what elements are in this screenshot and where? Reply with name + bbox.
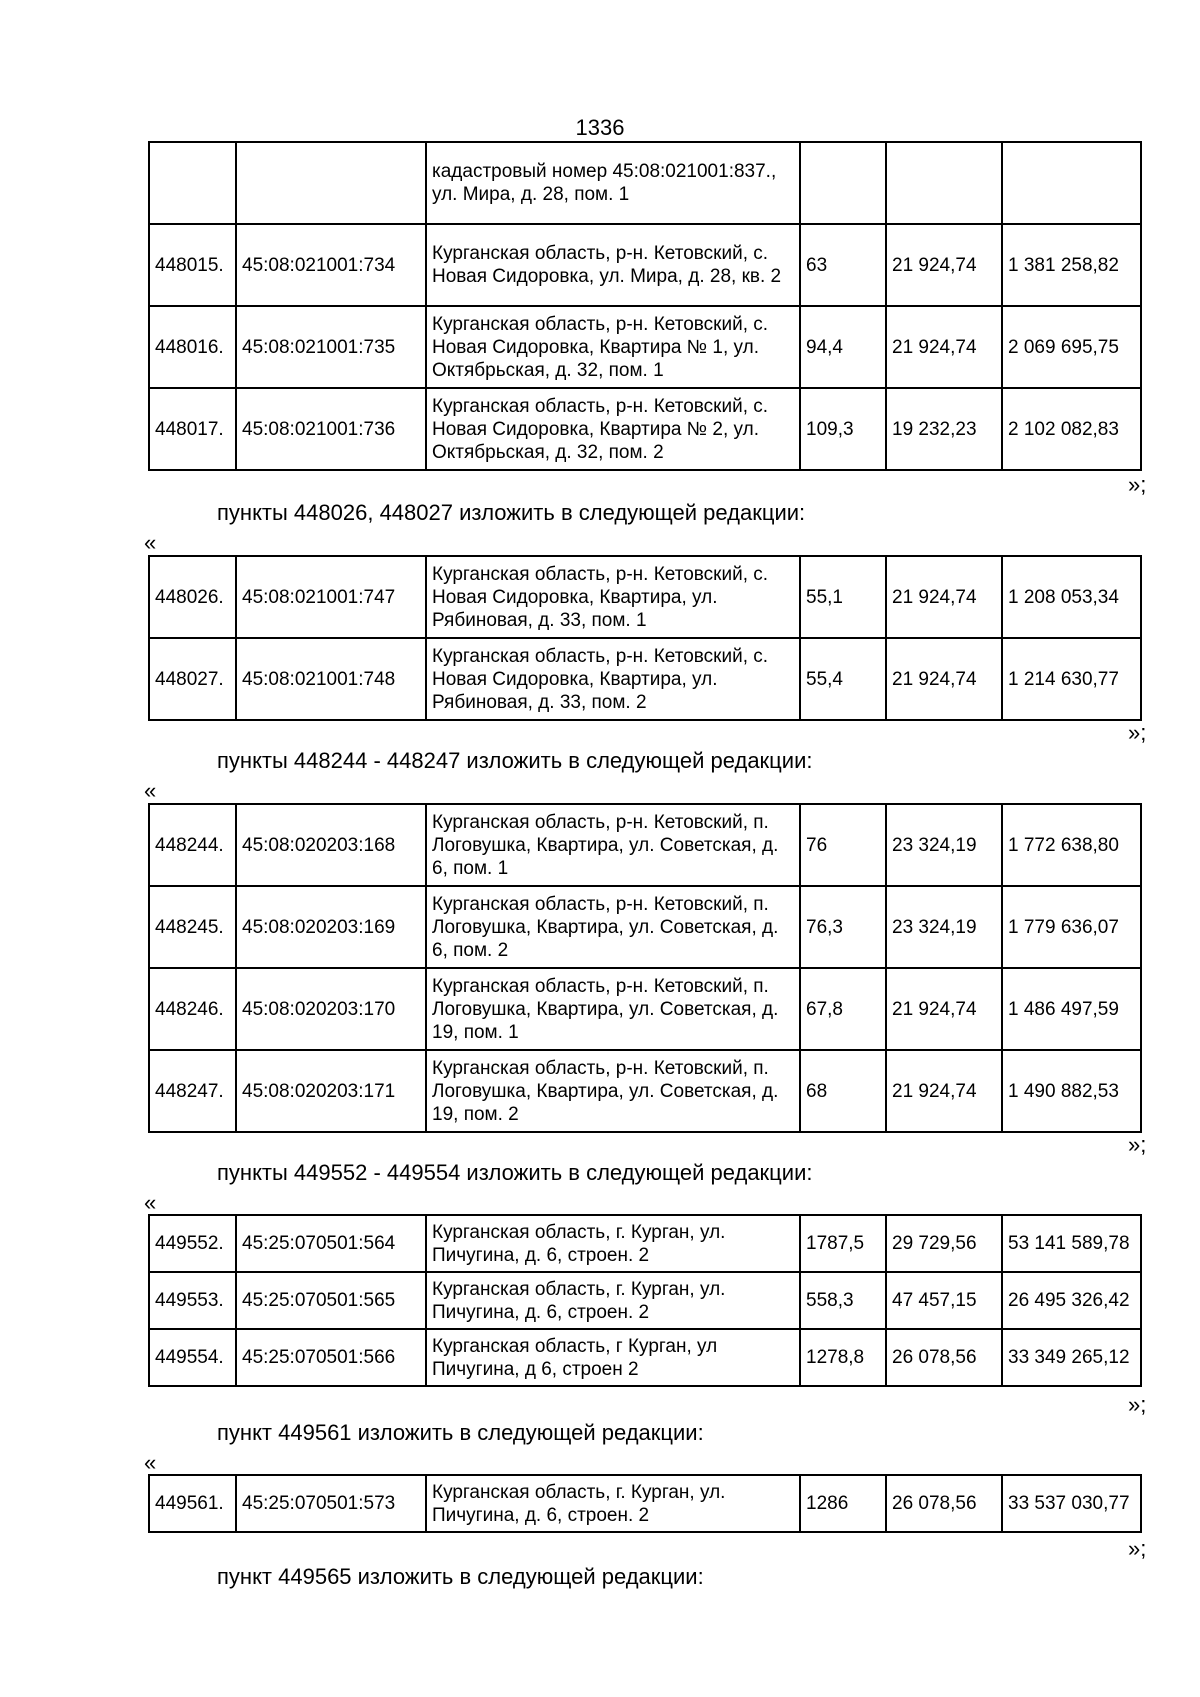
- table-row: [149, 886, 1141, 968]
- area: 109,3: [800, 388, 886, 470]
- property-table-1: [148, 555, 1142, 721]
- cadastral-value: 1 490 882,53: [1002, 1050, 1141, 1132]
- address: Курганская область, р-н. Кетовский, п. Логовушка, Квартира, ул. Советская, д. 6, пом. 2: [426, 886, 800, 968]
- cadastral-number: 45:08:021001:735: [236, 306, 426, 388]
- area: 1286: [800, 1475, 886, 1532]
- cadastral-number: 45:08:020203:171: [236, 1050, 426, 1132]
- unit-value: 23 324,19: [886, 886, 1002, 968]
- cadastral-number: 45:25:070501:566: [236, 1329, 426, 1386]
- unit-value: [886, 142, 1002, 224]
- cadastral-number: 45:08:021001:736: [236, 388, 426, 470]
- area: 76: [800, 804, 886, 886]
- address: Курганская область, г Курган, ул Пичугина, д 6, строен 2: [426, 1329, 800, 1386]
- cadastral-number: 45:08:021001:734: [236, 224, 426, 306]
- table-row: [149, 1329, 1141, 1386]
- area: [800, 142, 886, 224]
- item-number: 448244.: [149, 804, 236, 886]
- address: кадастровый номер 45:08:021001:837., ул. Мира, д. 28, пом. 1: [426, 142, 800, 224]
- address: Курганская область, р-н. Кетовский, п. Логовушка, Квартира, ул. Советская, д. 19, пом. 1: [426, 968, 800, 1050]
- address: Курганская область, р-н. Кетовский, с. Новая Сидоровка, Квартира № 2, ул. Октябрьская, д. 32, пом. 2: [426, 388, 800, 470]
- cadastral-value: 1 779 636,07: [1002, 886, 1141, 968]
- area: 63: [800, 224, 886, 306]
- closing-quote: »;: [1128, 720, 1147, 745]
- item-number: 449561.: [149, 1475, 236, 1532]
- unit-value: 26 078,56: [886, 1475, 1002, 1532]
- amendment-paragraph: пункт 449561 изложить в следующей редакции:: [217, 1420, 704, 1445]
- address: Курганская область, р-н. Кетовский, п. Логовушка, Квартира, ул. Советская, д. 6, пом. 1: [426, 804, 800, 886]
- cadastral-value: 53 141 589,78: [1002, 1215, 1141, 1272]
- cadastral-value: 1 381 258,82: [1002, 224, 1141, 306]
- unit-value: 21 924,74: [886, 1050, 1002, 1132]
- item-number: 448026.: [149, 556, 236, 638]
- cadastral-value: 2 069 695,75: [1002, 306, 1141, 388]
- table-row: [149, 1272, 1141, 1329]
- amendment-paragraph: пункты 448244 - 448247 изложить в следующей редакции:: [217, 748, 813, 773]
- item-number: 448015.: [149, 224, 236, 306]
- cadastral-number: 45:25:070501:564: [236, 1215, 426, 1272]
- cadastral-number: 45:08:020203:170: [236, 968, 426, 1050]
- area: 67,8: [800, 968, 886, 1050]
- closing-quote: »;: [1128, 1132, 1147, 1157]
- unit-value: 29 729,56: [886, 1215, 1002, 1272]
- address: Курганская область, р-н. Кетовский, с. Новая Сидоровка, Квартира, ул. Рябиновая, д. 33, пом. 1: [426, 556, 800, 638]
- unit-value: 19 232,23: [886, 388, 1002, 470]
- page-number: 1336: [575, 115, 625, 140]
- amendment-paragraph: пункты 449552 - 449554 изложить в следующей редакции:: [217, 1160, 813, 1185]
- unit-value: 21 924,74: [886, 638, 1002, 720]
- cadastral-value: 1 208 053,34: [1002, 556, 1141, 638]
- property-table-3: [148, 1214, 1142, 1387]
- area: 76,3: [800, 886, 886, 968]
- address: Курганская область, г. Курган, ул. Пичугина, д. 6, строен. 2: [426, 1272, 800, 1329]
- item-number: 449554.: [149, 1329, 236, 1386]
- area: 55,4: [800, 638, 886, 720]
- table-row: [149, 142, 1141, 224]
- cadastral-value: 1 486 497,59: [1002, 968, 1141, 1050]
- table-row: [149, 556, 1141, 638]
- cadastral-value: 26 495 326,42: [1002, 1272, 1141, 1329]
- area: 68: [800, 1050, 886, 1132]
- item-number: 448027.: [149, 638, 236, 720]
- opening-quote: «: [144, 1450, 157, 1475]
- unit-value: 21 924,74: [886, 968, 1002, 1050]
- cadastral-number: 45:08:021001:748: [236, 638, 426, 720]
- cadastral-number: 45:08:020203:169: [236, 886, 426, 968]
- cadastral-number: 45:25:070501:565: [236, 1272, 426, 1329]
- unit-value: 21 924,74: [886, 556, 1002, 638]
- address: Курганская область, р-н. Кетовский, п. Логовушка, Квартира, ул. Советская, д. 19, пом. 2: [426, 1050, 800, 1132]
- area: 1787,5: [800, 1215, 886, 1272]
- table-row: [149, 968, 1141, 1050]
- cadastral-value: [1002, 142, 1141, 224]
- unit-value: 26 078,56: [886, 1329, 1002, 1386]
- item-number: 449553.: [149, 1272, 236, 1329]
- area: 55,1: [800, 556, 886, 638]
- table-row: [149, 224, 1141, 306]
- area: 558,3: [800, 1272, 886, 1329]
- table-row: [149, 306, 1141, 388]
- opening-quote: «: [144, 530, 157, 555]
- cadastral-number: 45:08:021001:747: [236, 556, 426, 638]
- item-number: [149, 142, 236, 224]
- cadastral-number: [236, 142, 426, 224]
- cadastral-value: 33 537 030,77: [1002, 1475, 1141, 1532]
- table-row: [149, 638, 1141, 720]
- amendment-paragraph: пункты 448026, 448027 изложить в следующей редакции:: [217, 500, 806, 525]
- property-table-2: [148, 803, 1142, 1133]
- item-number: 448017.: [149, 388, 236, 470]
- area: 94,4: [800, 306, 886, 388]
- item-number: 449552.: [149, 1215, 236, 1272]
- unit-value: 47 457,15: [886, 1272, 1002, 1329]
- unit-value: 21 924,74: [886, 224, 1002, 306]
- property-table-0: [148, 141, 1142, 471]
- table-row: [149, 1475, 1141, 1532]
- area: 1278,8: [800, 1329, 886, 1386]
- address: Курганская область, г. Курган, ул. Пичугина, д. 6, строен. 2: [426, 1215, 800, 1272]
- table-row: [149, 388, 1141, 470]
- cadastral-number: 45:25:070501:573: [236, 1475, 426, 1532]
- property-table-4: [148, 1474, 1142, 1533]
- unit-value: 21 924,74: [886, 306, 1002, 388]
- item-number: 448247.: [149, 1050, 236, 1132]
- cadastral-number: 45:08:020203:168: [236, 804, 426, 886]
- address: Курганская область, р-н. Кетовский, с. Новая Сидоровка, Квартира, ул. Рябиновая, д. 33, пом. 2: [426, 638, 800, 720]
- address: Курганская область, г. Курган, ул. Пичугина, д. 6, строен. 2: [426, 1475, 800, 1532]
- item-number: 448016.: [149, 306, 236, 388]
- opening-quote: «: [144, 778, 157, 803]
- table-row: [149, 1215, 1141, 1272]
- item-number: 448246.: [149, 968, 236, 1050]
- opening-quote: «: [144, 1190, 157, 1215]
- address: Курганская область, р-н. Кетовский, с. Новая Сидоровка, Квартира № 1, ул. Октябрьская, д. 32, пом. 1: [426, 306, 800, 388]
- address: Курганская область, р-н. Кетовский, с. Новая Сидоровка, ул. Мира, д. 28, кв. 2: [426, 224, 800, 306]
- unit-value: 23 324,19: [886, 804, 1002, 886]
- closing-quote: »;: [1128, 1392, 1147, 1417]
- closing-quote: »;: [1128, 472, 1147, 497]
- cadastral-value: 1 772 638,80: [1002, 804, 1141, 886]
- cadastral-value: 1 214 630,77: [1002, 638, 1141, 720]
- table-row: [149, 804, 1141, 886]
- closing-quote: »;: [1128, 1536, 1147, 1561]
- amendment-paragraph: пункт 449565 изложить в следующей редакции:: [217, 1564, 704, 1589]
- table-row: [149, 1050, 1141, 1132]
- item-number: 448245.: [149, 886, 236, 968]
- cadastral-value: 33 349 265,12: [1002, 1329, 1141, 1386]
- cadastral-value: 2 102 082,83: [1002, 388, 1141, 470]
